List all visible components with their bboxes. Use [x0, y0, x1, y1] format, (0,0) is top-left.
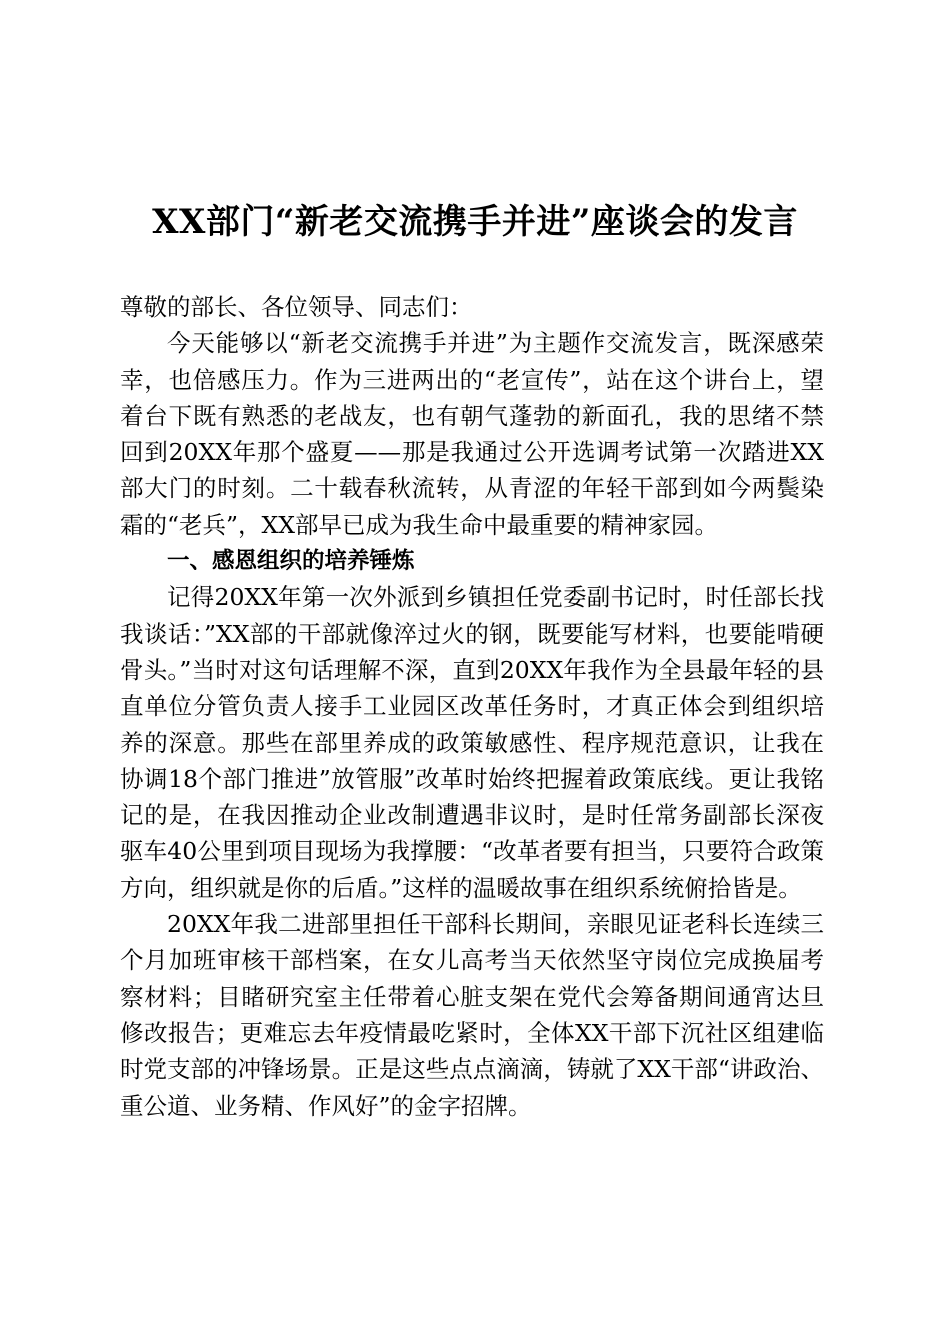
document-body — [120, 289, 824, 1124]
salutation: 尊敬的部长、各位领导、同志们： — [120, 293, 473, 321]
opening-paragraph: 今天能够以“新老交流携手并进”为主题作交流发言，既深感荣幸，也倍感压力。作为三进两出的“老宣传”，站在这个讲台上，望着台下既有熟悉的老战友，也有朝气蓬勃的新面孔，我的思绪不禁回到20XX年那个盛夏——那是我通过公开选调考试第一次踏进XX部大门的时刻。二十载春秋流转，从青涩的年轻干部到如今两鬓染霜的“老兵”，XX部早已成为我生命中最重要的精神家园。 — [120, 329, 824, 539]
document-title: XX部门“新老交流携手并进”座谈会的发言 — [152, 202, 798, 242]
section-heading: 一、感恩组织的培养锤炼 — [167, 548, 415, 575]
section-paragraph-2: 20XX年我二进部里担任干部科长期间，亲眼见证老科长连续三个月加班审核干部档案，在女儿高考当天依然坚守岗位完成换届考察材料；目睹研究室主任带着心脏支架在党代会筹备期间通宵达旦修改报告；更难忘去年疫情最吃紧时，全体XX干部下沉社区组建临时党支部的冲锋场景。正是这些点点滴滴，铸就了XX干部“讲政治、重公道、业务精、作风好”的金字招牌。 — [120, 910, 824, 1120]
section-paragraph-1: 记得20XX年第一次外派到乡镇担任党委副书记时，时任部长找我谈话：”XX部的干部就像淬过火的钢，既要能写材料，也要能啃硬骨头。”当时对这句话理解不深，直到20XX年我作为全县最年轻的县直单位分管负责人接手工业园区改革任务时，才真正体会到组织培养的深意。那些在部里养成的政策敏感性、程序规范意识，让我在协调18个部门推进”放管服”改革时始终把握着政策底线。更让我铭记的是，在我因推动企业改制遭遇非议时，是时任常务副部长深夜驱车40公里到项目现场为我撑腰：“改革者要有担当，只要符合政策方向，组织就是你的后盾。”这样的温暖故事在组织系统俯拾皆是。 — [120, 583, 824, 902]
